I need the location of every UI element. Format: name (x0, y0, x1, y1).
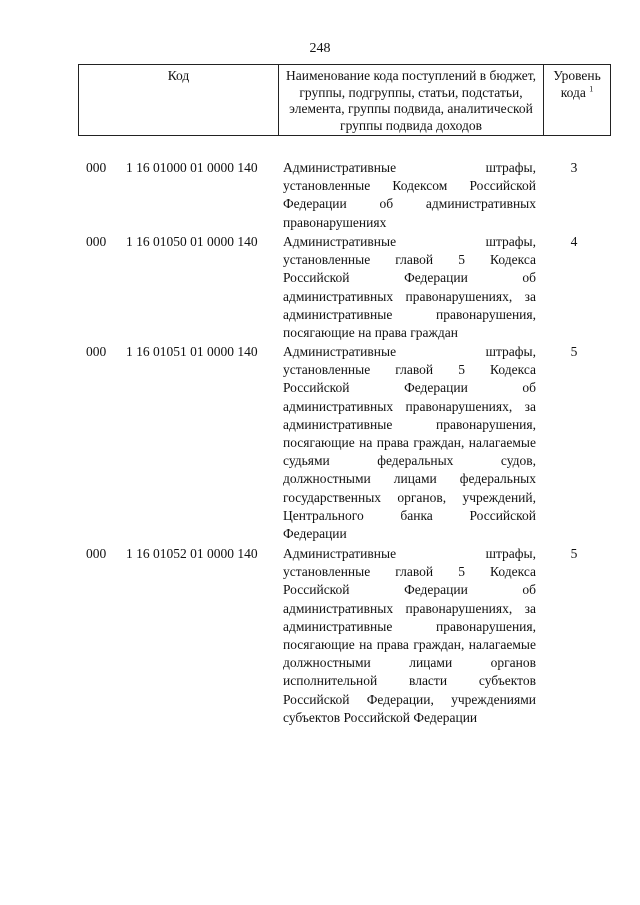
revenue-name: Административные штрафы, установленные главой 5 Кодекса Российской Федерации об административных правонарушениях, за административные правонарушения, посягающие на права граждан, налагаемые судьями федеральных судов, должностными лицами федеральных государственных органов, учреждений, Центрального банка Российской Федерации (283, 344, 536, 542)
code-level: 4 (570, 234, 578, 249)
admin-code: 000 (86, 546, 107, 561)
revenue-code: 1 16 01000 01 0000 140 (126, 160, 258, 175)
header-level-footnote: 1 (589, 84, 594, 93)
header-level-label: Уровень кода (553, 68, 601, 100)
revenue-name: Административные штрафы, установленные главой 5 Кодекса Российской Федерации об административных правонарушениях, за административные правонарушения, посягающие на права граждан (283, 234, 536, 341)
revenue-name: Административные штрафы, установленные главой 5 Кодекса Российской Федерации об административных правонарушениях, за административные правонарушения, посягающие на права граждан, налагаемые должностными лицами органов исполнительной власти субъектов Российской Федерации, учреждениями субъектов Российской Федерации (283, 546, 536, 725)
code-level: 3 (570, 160, 578, 175)
page-number: 248 (309, 41, 331, 56)
table-header (78, 64, 611, 136)
admin-code: 000 (86, 344, 107, 359)
admin-code: 000 (86, 160, 107, 175)
header-name: Наименование кода поступлений в бюджет, группы, подгруппы, статьи, подстатьи, элемента, группы подвида, аналитической группы подвида доходов (279, 65, 544, 135)
revenue-name: Административные штрафы, установленные Кодексом Российской Федерации об административных правонарушениях (283, 160, 536, 230)
code-level: 5 (570, 546, 578, 561)
header-level (544, 65, 610, 135)
revenue-code: 1 16 01051 01 0000 140 (126, 344, 258, 359)
code-level: 5 (570, 344, 578, 359)
revenue-code: 1 16 01052 01 0000 140 (126, 546, 258, 561)
admin-code: 000 (86, 234, 107, 249)
header-code: Код (79, 65, 279, 135)
revenue-code: 1 16 01050 01 0000 140 (126, 234, 258, 249)
